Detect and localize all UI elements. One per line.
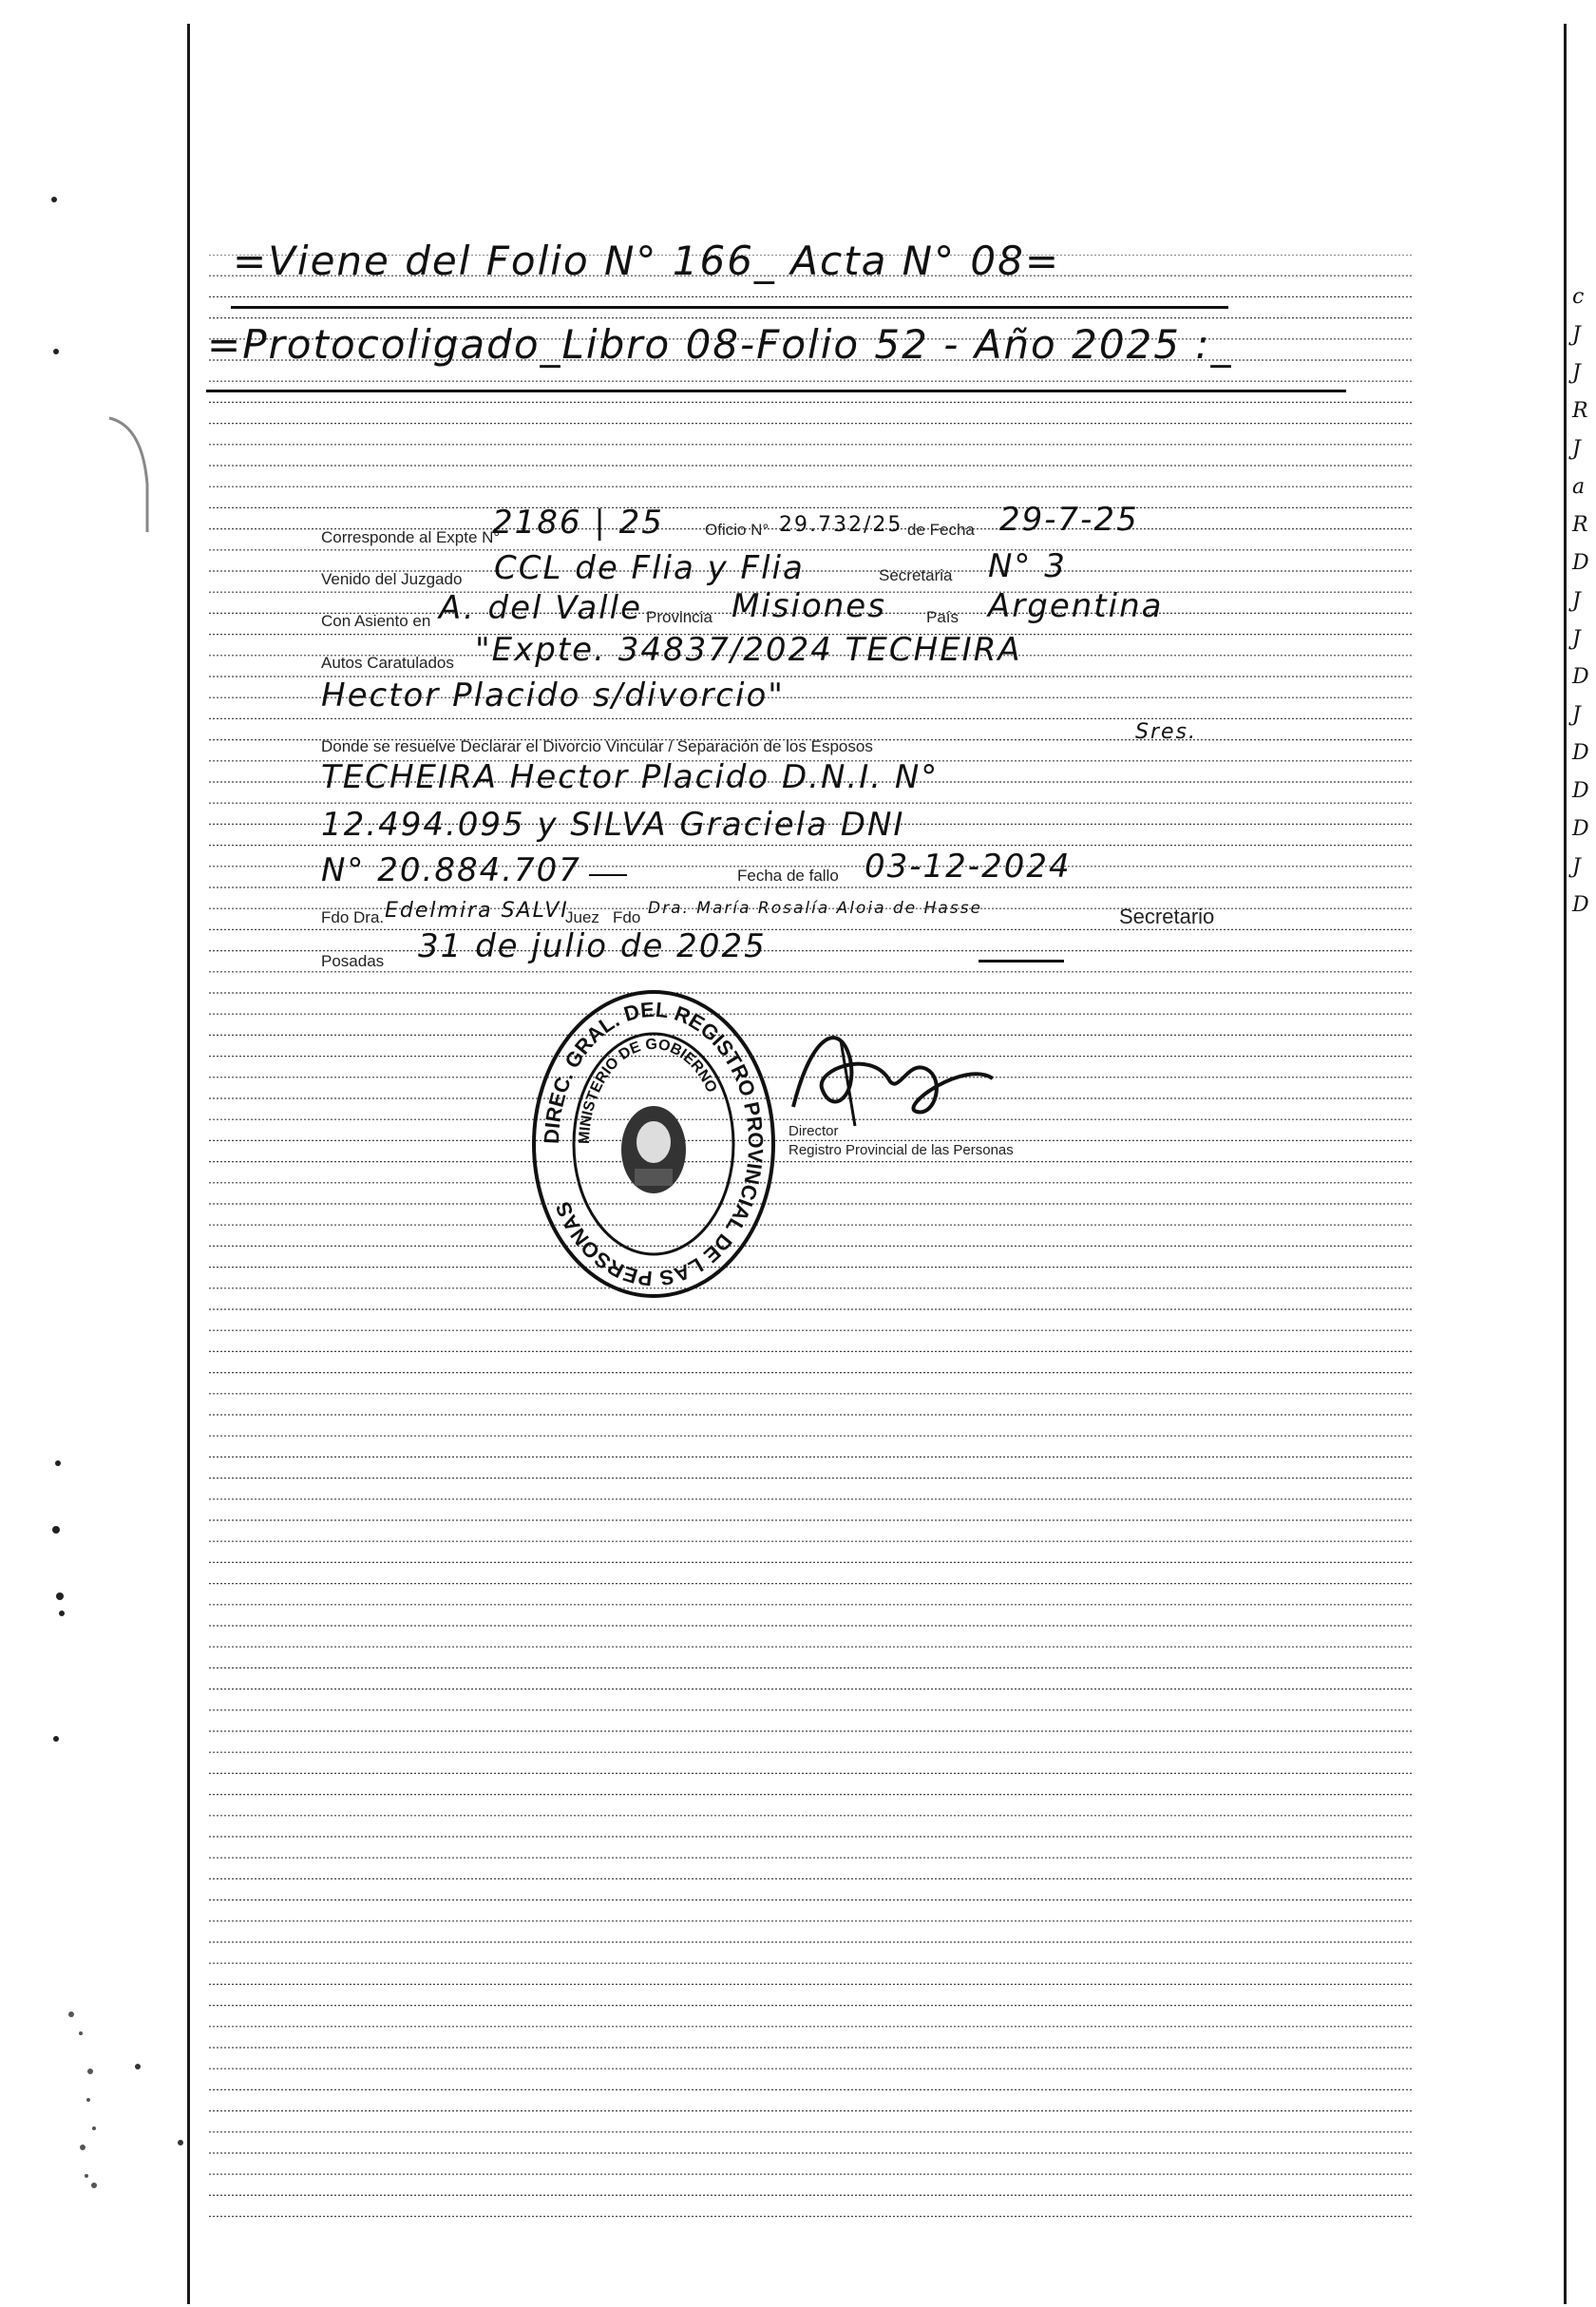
- secretario-value: Dra. María Rosalía Aloia de Hasse: [648, 899, 983, 918]
- venido-value: CCL de Flia y Flia: [494, 549, 805, 587]
- seal-outer-text: DIREC. GRAL. DEL REGISTRO PROVINCIAL DE LAS PERSONAS: [539, 997, 769, 1291]
- fdo2-label: Fdo: [613, 908, 641, 926]
- signature-office: Registro Provincial de las Personas: [788, 1142, 1014, 1158]
- adjacent-page-mark: J: [1572, 437, 1581, 461]
- fecha-fallo-label: Fecha de fallo: [737, 867, 839, 885]
- posadas-underline: [978, 960, 1064, 963]
- adjacent-page-mark: J: [1572, 589, 1581, 613]
- adjacent-page-mark: D: [1572, 741, 1589, 765]
- asiento-label: Con Asiento en: [321, 612, 431, 630]
- coat-of-arms-icon: [621, 1106, 686, 1193]
- resuelve-value: Sres.: [1135, 720, 1197, 744]
- asiento-value: A. del Valle: [439, 589, 642, 627]
- adjacent-page-mark: J: [1572, 361, 1581, 385]
- corresponde-label: Corresponde al Expte N°: [321, 528, 501, 546]
- adjacent-page-mark: D: [1572, 665, 1589, 689]
- adjacent-page-mark: R: [1572, 399, 1588, 423]
- fecha-fallo-value: 03-12-2024: [864, 848, 1072, 886]
- signature-title: Director: [788, 1123, 839, 1139]
- header-underline-1: [231, 306, 1228, 309]
- juez-value: Edelmira SALVI: [385, 899, 569, 923]
- autos-value-1: "Expte. 34837/2024 TECHEIRA: [475, 631, 1022, 669]
- autos-value-2: Hector Placido s/divorcio": [321, 677, 785, 715]
- posadas-label: Posadas: [321, 952, 385, 970]
- spouses-line-2: 12.494.095 y SILVA Graciela DNI: [321, 806, 905, 844]
- fecha-label: de Fecha: [907, 521, 975, 539]
- spouses-line-1: TECHEIRA Hector Placido D.N.I. N°: [321, 758, 940, 796]
- adjacent-page-mark: R: [1572, 513, 1588, 537]
- adjacent-page-mark: c: [1572, 285, 1585, 309]
- autos-label: Autos Caratulados: [321, 654, 454, 672]
- fecha-value: 29-7-25: [999, 501, 1139, 539]
- expte-value: 2186 | 25: [492, 504, 664, 542]
- right-margin-line: [1564, 24, 1567, 2304]
- posadas-value: 31 de julio de 2025: [418, 927, 767, 965]
- ruled-lines: [209, 255, 1413, 2231]
- adjacent-page-mark: a: [1572, 475, 1586, 499]
- pais-label: País: [926, 608, 960, 626]
- header-underline-2: [206, 390, 1346, 392]
- scan-edge-marks: [33, 0, 204, 2307]
- official-seal: [530, 988, 777, 1300]
- juez-label: Juez: [565, 908, 599, 926]
- oficio-value: 29.732/25: [779, 513, 903, 537]
- resuelve-label: Donde se resuelve Declarar el Divorcio Vincular / Separación de los Esposos: [321, 737, 873, 755]
- adjacent-page-mark: D: [1572, 817, 1589, 841]
- adjacent-page-mark: D: [1572, 779, 1589, 803]
- adjacent-page-mark: D: [1572, 893, 1589, 917]
- adjacent-page-mark: J: [1572, 703, 1581, 727]
- oficio-label: Oficio N°: [705, 521, 770, 539]
- spouses-line-3: N° 20.884.707: [321, 851, 581, 889]
- venido-label: Venido del Juzgado: [321, 570, 463, 588]
- secretario-label: Secretario: [1119, 905, 1215, 928]
- adjacent-page-mark: J: [1572, 323, 1581, 347]
- secretaria-value: N° 3: [988, 547, 1067, 585]
- adjacent-page-mark: J: [1572, 627, 1581, 651]
- header-line-1: =Viene del Folio N° 166_ Acta N° 08=: [233, 238, 1061, 284]
- fdo-label: Fdo Dra.: [321, 908, 385, 926]
- pais-value: Argentina: [988, 587, 1164, 625]
- provincia-value: Misiones: [732, 587, 886, 625]
- director-signature: [774, 1021, 1012, 1135]
- provincia-label: Provincia: [646, 608, 712, 626]
- secretaria-label: Secretaria: [879, 566, 953, 584]
- adjacent-page-mark: J: [1572, 855, 1581, 879]
- header-line-2: =Protocoligado_Libro 08-Folio 52 - Año 2025 :_: [207, 321, 1233, 368]
- seal-inner-text: MINISTERIO DE GOBIERNO: [576, 1036, 720, 1145]
- dash-mark: [589, 874, 627, 876]
- adjacent-page-mark: D: [1572, 551, 1589, 575]
